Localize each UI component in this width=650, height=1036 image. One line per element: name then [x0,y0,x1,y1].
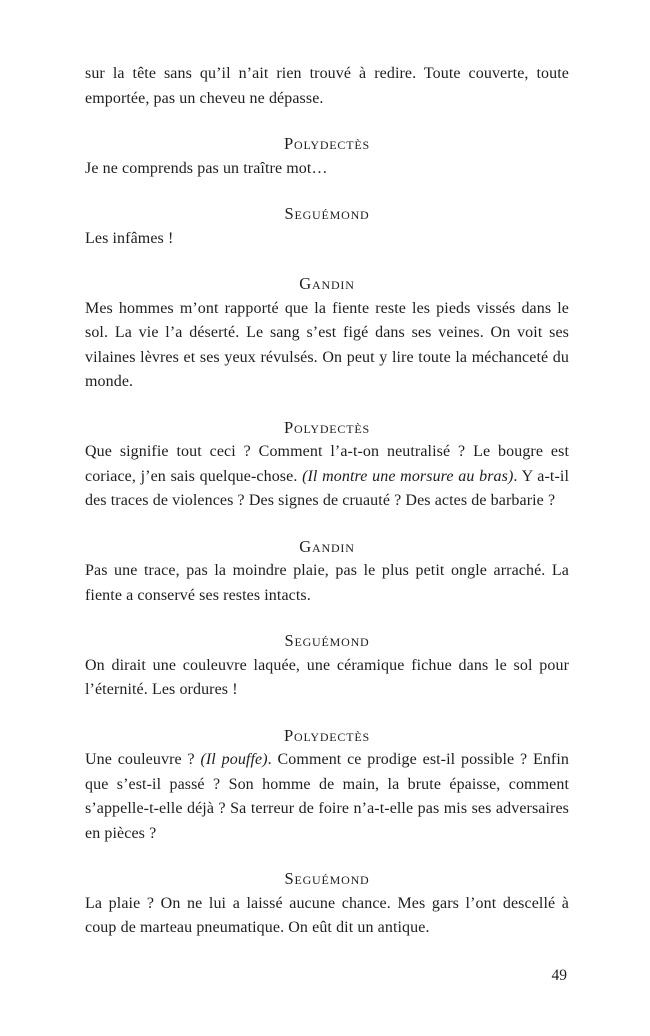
stage-direction: (Il pouffe) [200,751,268,768]
dialogue-paragraph [85,440,569,514]
dialogue-paragraph [85,559,569,608]
dialogue-text: . Y a-t-il des traces de violences ? Des signes de cruauté ? Des actes de barbarie ? [85,467,569,509]
dialogue-text: Je ne comprends pas un traître mot… [85,159,328,177]
speaker-name: Gandin [299,536,355,556]
dialogue-text: On dirait une couleuvre laquée, une céramique fichue dans le sol pour l’éternité. Les ordures ! [85,656,569,698]
dialogue-paragraph [85,654,569,703]
speaker-name: Polydectès [284,134,370,153]
stage-direction: (Il montre une morsure au bras) [302,467,514,485]
speaker-name: Polydectès [284,417,370,437]
dialogue-text: Pas une trace, pas la moindre plaie, pas le plus petit ongle arraché. La fiente a conservé ses restes intacts. [85,562,569,604]
speaker-name: Seguémond [284,631,370,650]
speaker-name: Seguémond [284,869,370,888]
continuation-paragraph [85,62,569,111]
dialogue-text: Mes hommes m’ont rapporté que la fiente reste les pieds vissés dans le sol. La vie l’a déserté. Le sang s’est figé dans ses veines. On voit ses vilaines lèvres et ses yeux révulsés. On peut y lire toute la méchanceté du monde. [85,299,569,390]
speaker-name: Seguémond [284,204,370,223]
dialogue-text: . Comment ce prodige est-il possible ? Enfin que s’est-il passé ? Son homme de main, la brute épaisse, comment s’appelle-t-elle déjà ? Sa terreur de foire n’a-t-elle pas mis ses adversaires en pièces ? [85,751,570,842]
dialogue-text: Que signifie tout ceci ? Comment l’a-t-on neutralisé ? Le bougre est coriace, j’en sais quelque-chose. [85,443,569,485]
page-number: 49 [551,967,567,984]
text-column [85,62,569,941]
dialogue-paragraph [85,297,569,395]
speaker-name: Polydectès [284,725,370,745]
dialogue-paragraph [85,748,569,846]
dialogue-paragraph [85,227,569,252]
dialogue-text: La plaie ? On ne lui a laissé aucune chance. Mes gars l’ont descellé à coup de marteau pneumatique. On eût dit un antique. [85,894,569,936]
speaker-name: Gandin [299,274,355,293]
dialogue-text: sur la tête sans qu’il n’ait rien trouvé à redire. Toute couverte, toute emportée, pas un cheveu ne dépasse. [85,65,569,107]
dialogue-paragraph [85,157,569,182]
dialogue-paragraph [85,892,569,941]
dialogue-text: Une couleuvre ? [85,751,201,768]
dialogue-text: Les infâmes ! [85,229,174,247]
